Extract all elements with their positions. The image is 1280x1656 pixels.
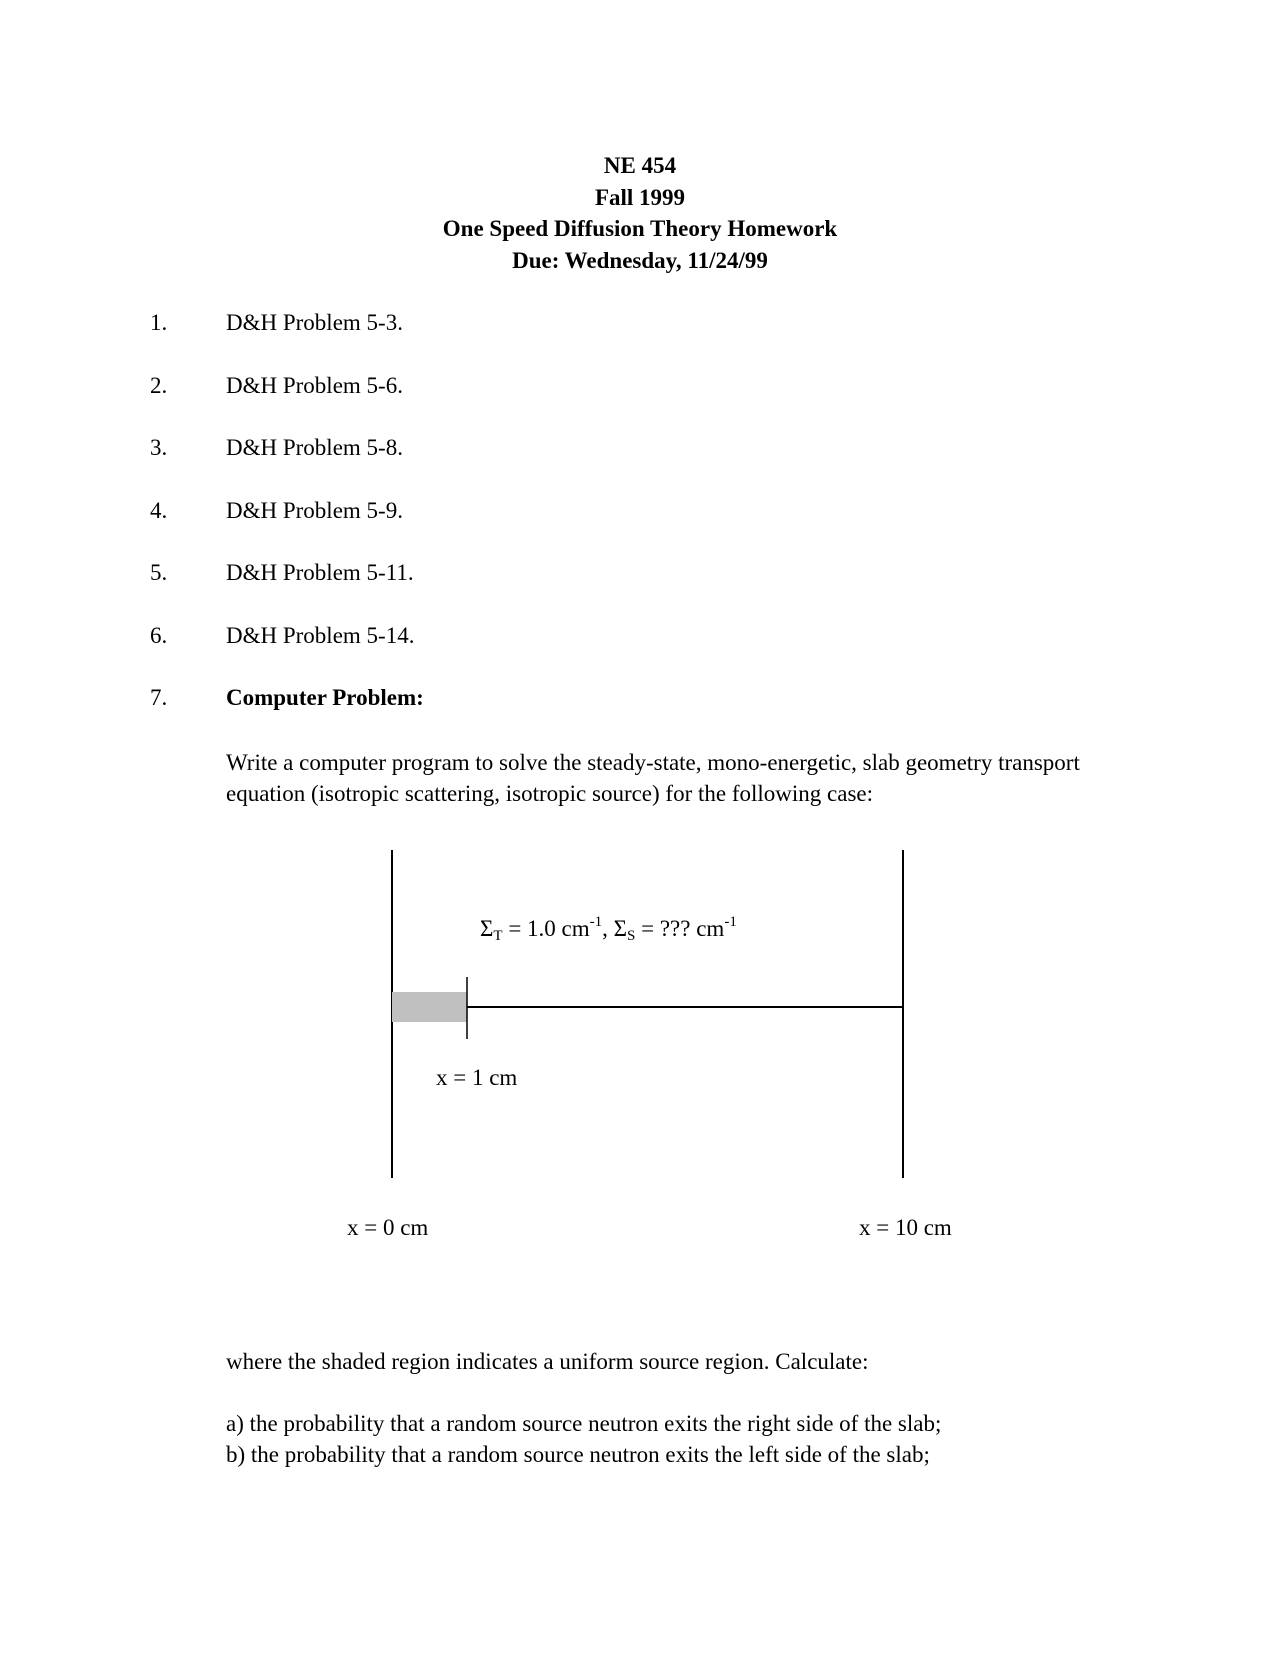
sigma-s-symbol: Σ xyxy=(613,916,628,941)
part-a: a) the probability that a random source neutron exits the right side of the slab; xyxy=(226,1411,942,1436)
homework-title: One Speed Diffusion Theory Homework xyxy=(442,216,838,241)
source-region-note: where the shaded region indicates a uniform source region. Calculate: xyxy=(226,1349,869,1374)
cross-section-label xyxy=(480,916,737,942)
problem-text: D&H Problem 5-3. xyxy=(226,310,403,335)
problem-text: D&H Problem 5-6. xyxy=(226,373,403,398)
due-date: Due: Wednesday, 11/24/99 xyxy=(512,247,768,273)
source-region xyxy=(392,992,467,1022)
sigma-t-exponent: -1 xyxy=(589,914,603,930)
course-number: NE 454 xyxy=(603,153,677,178)
problem-text: D&H Problem 5-11. xyxy=(226,560,414,585)
problem-number: 3. xyxy=(150,435,168,460)
problem-number: 6. xyxy=(150,623,168,648)
problem-number: 7. xyxy=(150,685,168,710)
sigma-t-subscript: T xyxy=(493,928,503,944)
sigma-t-value: = 1.0 cm xyxy=(502,916,590,941)
left-boundary-label: x = 0 cm xyxy=(347,1215,429,1240)
sigma-t-symbol: Σ xyxy=(480,916,494,941)
problem-text: D&H Problem 5-14. xyxy=(226,623,415,648)
right-boundary-label: x = 10 cm xyxy=(859,1215,952,1240)
part-b: b) the probability that a random source neutron exits the left side of the slab; xyxy=(226,1442,930,1467)
source-edge-label: x = 1 cm xyxy=(436,1065,518,1090)
term: Fall 1999 xyxy=(594,184,686,210)
problem-text: D&H Problem 5-9. xyxy=(226,498,403,523)
problem-text: Computer Problem: xyxy=(226,685,424,710)
separator: , xyxy=(602,916,614,941)
sigma-s-exponent: -1 xyxy=(724,914,737,930)
problem-number: 1. xyxy=(150,310,168,335)
sigma-s-value: = ??? cm xyxy=(635,916,725,941)
problem-number: 4. xyxy=(150,498,168,523)
sigma-s-subscript: S xyxy=(627,928,636,944)
problem-number: 5. xyxy=(150,560,168,585)
problem-number: 2. xyxy=(150,373,168,398)
computer-problem-intro: Write a computer program to solve the steady-state, mono-energetic, slab geometry transport equation (isotropic scattering, isotropic source) for the following case: xyxy=(226,750,1080,806)
problem-text: D&H Problem 5-8. xyxy=(226,435,403,460)
